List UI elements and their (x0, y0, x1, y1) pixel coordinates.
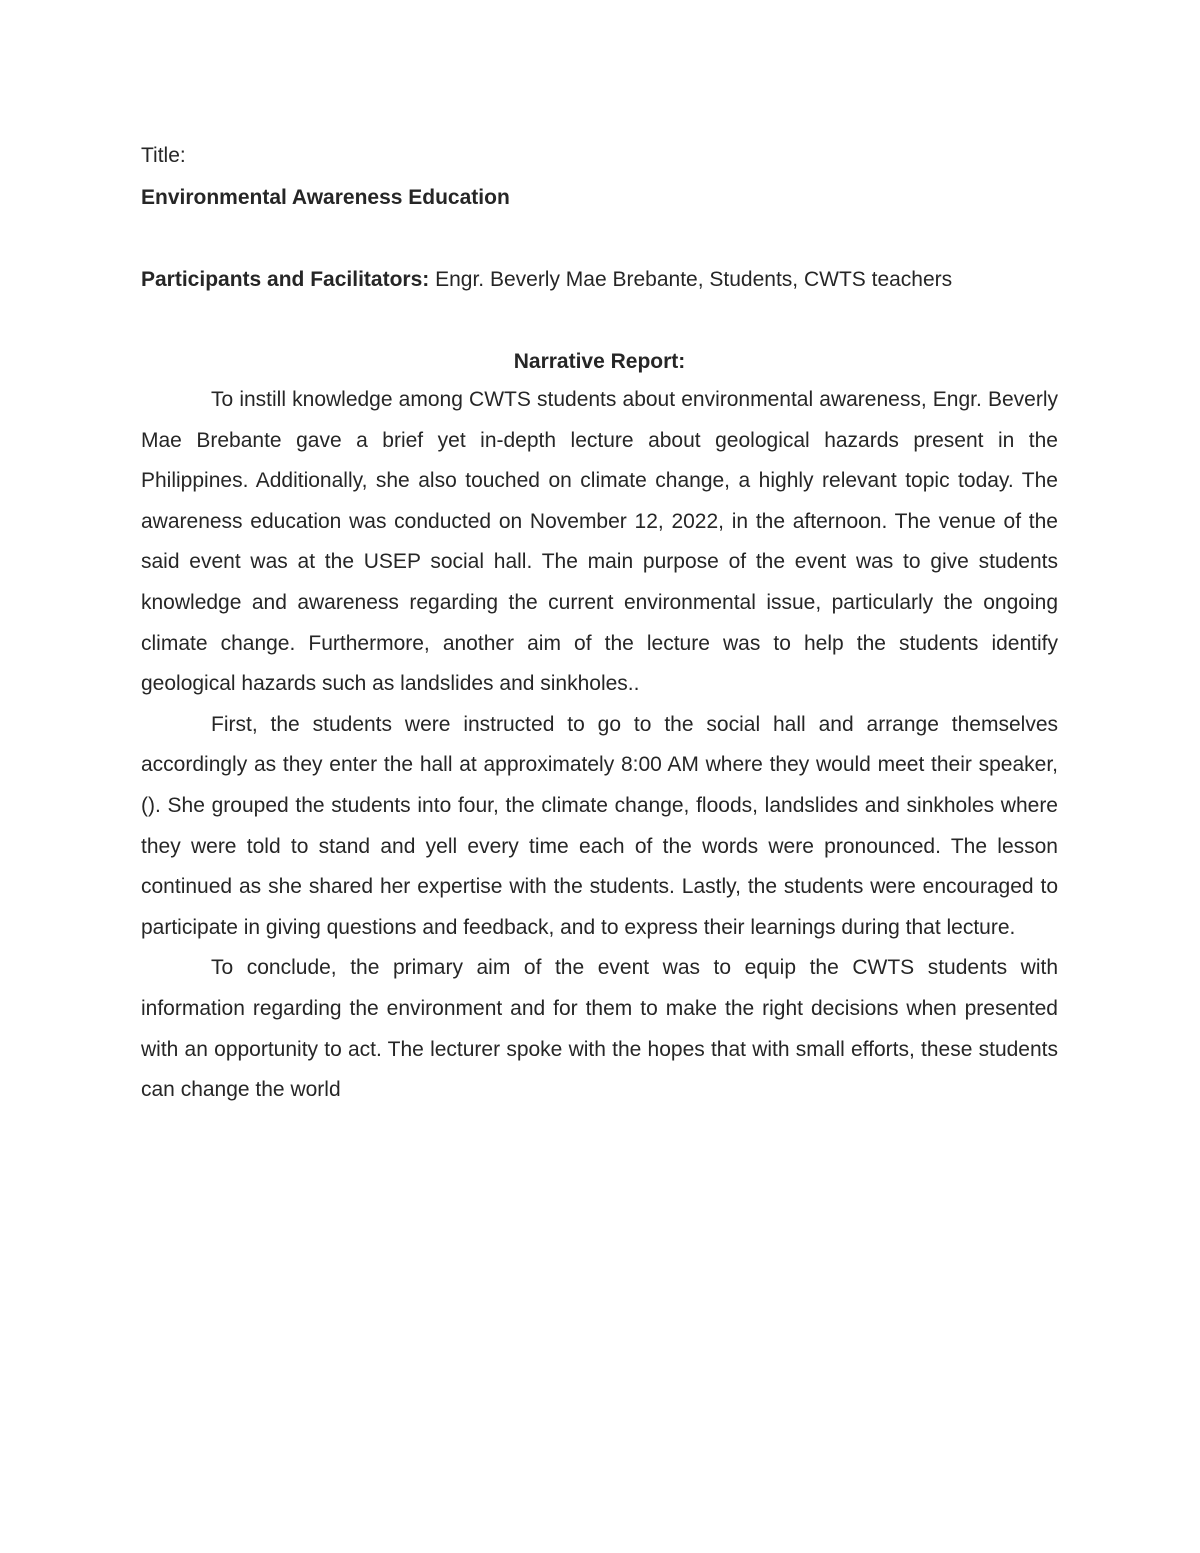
narrative-report-heading: Narrative Report: (513, 350, 686, 373)
title-label: Title: (141, 144, 186, 167)
participants-line (141, 262, 1058, 298)
document-page (141, 138, 1058, 1111)
paragraph-2: First, the students were instructed to go to the social hall and arrange themselves accordingly as they enter the hall at approximately 8:00 AM where they would meet their speaker, (). She grouped the students into four, the climate change, floods, landslides and sinkholes where they were told to stand and yell every time each of the words were pronounced. The lesson continued as she shared her expertise with the students. Lastly, the students were encouraged to participate in giving questions and feedback, and to express their learnings during that lecture. (141, 712, 1058, 939)
document-title: Environmental Awareness Education (141, 186, 510, 209)
participants-label: Participants and Facilitators: (141, 268, 430, 291)
participants-value: Engr. Beverly Mae Brebante, Students, CWTS teachers (429, 268, 953, 291)
paragraph-3: To conclude, the primary aim of the event was to equip the CWTS students with information regarding the environment and for them to make the right decisions when presented with an opportunity to act. The lecturer spoke with the hopes that with small efforts, these students can change the world (141, 956, 1058, 1102)
paragraph-1: To instill knowledge among CWTS students about environmental awareness, Engr. Beverly Mae Brebante gave a brief yet in-depth lecture about geological hazards present in the Philippines. Additionally, she also touched on climate change, a highly relevant topic today. The awareness education was conducted on November 12, 2022, in the afternoon. The venue of the said event was at the USEP social hall. The main purpose of the event was to give students knowledge and awareness regarding the current environmental issue, particularly the ongoing climate change. Furthermore, another aim of the lecture was to help the students identify geological hazards such as landslides and sinkholes.. (141, 388, 1058, 696)
